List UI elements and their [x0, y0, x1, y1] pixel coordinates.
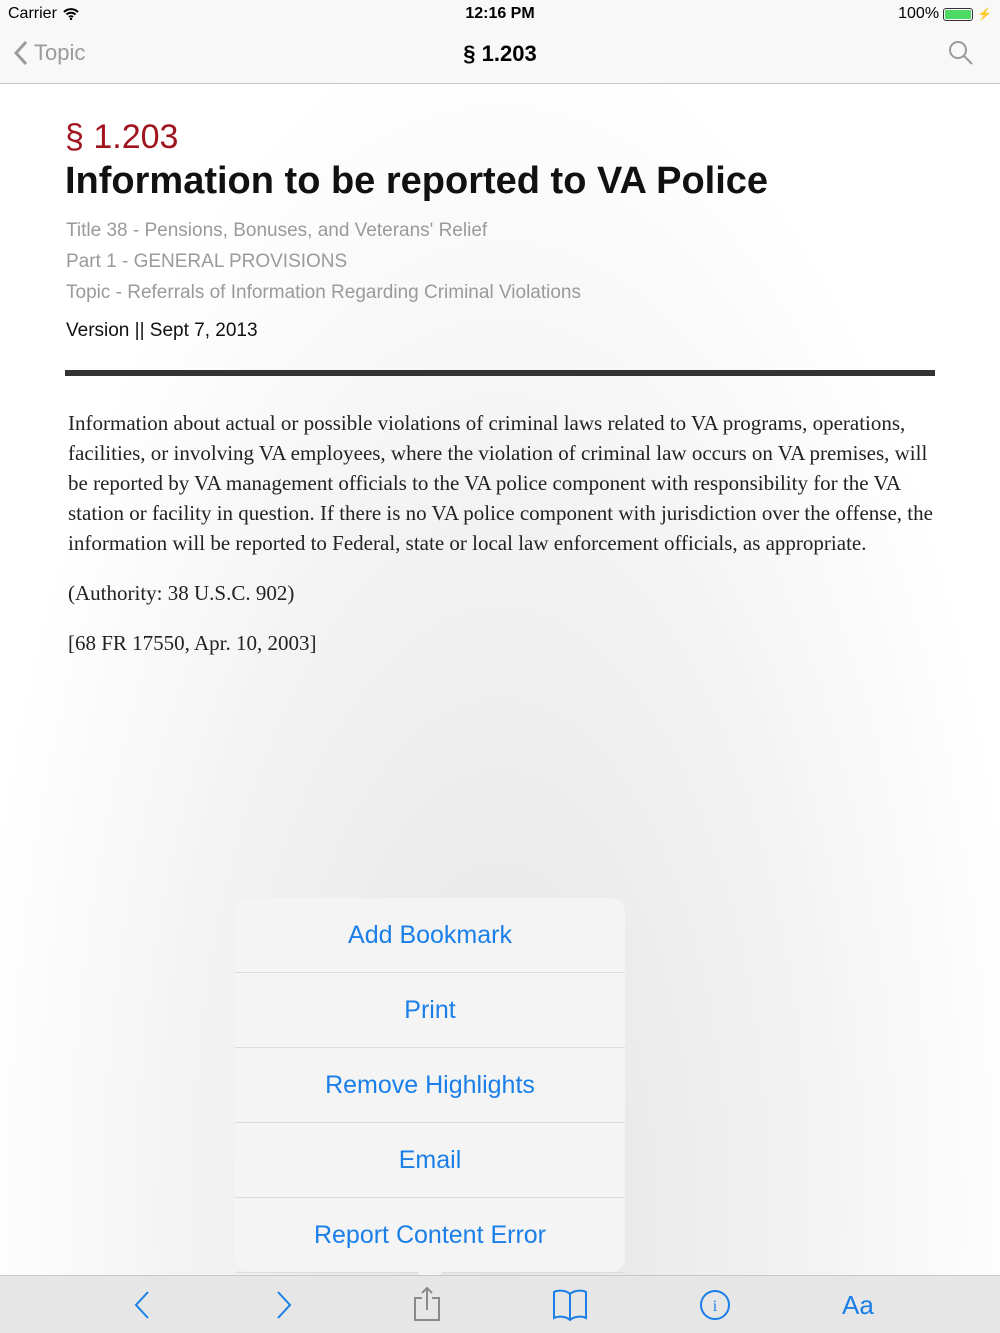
- battery-icon: [943, 8, 973, 21]
- menu-item-email[interactable]: Email: [235, 1123, 625, 1198]
- meta-topic: Topic - Referrals of Information Regarding Criminal Violations: [66, 282, 581, 303]
- divider: [65, 370, 935, 376]
- meta-title: Title 38 - Pensions, Bonuses, and Veterans' Relief: [66, 220, 488, 241]
- bottom-toolbar: [0, 1275, 1000, 1333]
- section-number: § 1.203: [65, 118, 179, 156]
- next-icon[interactable]: [274, 1290, 294, 1320]
- svg-text:i: i: [712, 1298, 718, 1315]
- menu-item-print[interactable]: Print: [235, 973, 625, 1048]
- share-popover-menu: [235, 898, 625, 1272]
- status-time: 12:16 PM: [465, 5, 535, 22]
- font-size-button[interactable]: Aa: [842, 1290, 874, 1320]
- document-title: Information to be reported to VA Police: [65, 160, 769, 202]
- info-icon[interactable]: [699, 1289, 731, 1321]
- citation-line: [68 FR 17550, Apr. 10, 2003]: [68, 631, 317, 655]
- menu-item-add-bookmark[interactable]: Add Bookmark: [235, 898, 625, 973]
- search-icon[interactable]: [948, 40, 974, 66]
- back-label: Topic: [34, 40, 86, 65]
- menu-item-report-content-error[interactable]: Report Content Error: [235, 1198, 625, 1273]
- battery-percent: 100%: [898, 5, 940, 22]
- previous-icon[interactable]: [132, 1290, 152, 1320]
- document-body: [68, 408, 938, 678]
- menu-item-remove-highlights[interactable]: Remove Highlights: [235, 1048, 625, 1123]
- meta-part: Part 1 - GENERAL PROVISIONS: [66, 251, 348, 272]
- charging-icon: ⚡: [977, 7, 992, 21]
- body-paragraph: Information about actual or possible violations of criminal laws related to VA programs, operations, facilities, or involving VA employees, where the violation of criminal law occurs on VA premises, will be reported by VA management officials to the VA police component with responsibility for the VA station or facility in question. If there is no VA police component with jurisdiction over the offense, the information will be reported to Federal, state or local law enforcement officials, as appropriate.: [68, 411, 933, 555]
- bookmarks-icon[interactable]: [552, 1288, 588, 1322]
- nav-title: § 1.203: [463, 41, 537, 66]
- carrier-label: Carrier: [8, 5, 57, 22]
- version-label: Version || Sept 7, 2013: [66, 320, 258, 341]
- authority-line: (Authority: 38 U.S.C. 902): [68, 581, 295, 605]
- navigation-bar: [0, 28, 1000, 84]
- share-icon[interactable]: [413, 1286, 441, 1322]
- status-bar: [0, 0, 1000, 28]
